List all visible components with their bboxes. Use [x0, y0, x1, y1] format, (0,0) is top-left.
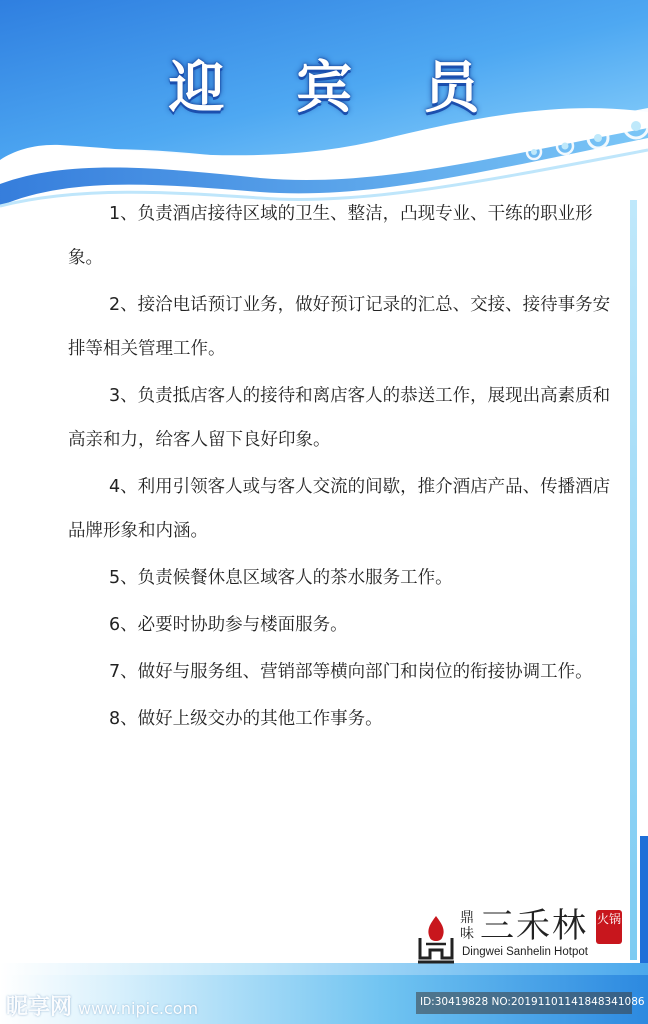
duty-item: 2、接洽电话预订业务，做好预订记录的汇总、交接、接待事务安排等相关管理工作。 — [68, 295, 611, 359]
flame-cauldron-icon — [416, 914, 456, 964]
duty-item: 3、负责抵店客人的接待和离店客人的恭送工作，展现出高素质和高亲和力，给客人留下良好印象。 — [68, 386, 611, 450]
header-banner — [0, 0, 648, 215]
page-title: 迎 宾 员 — [168, 55, 506, 121]
duty-item: 5、负责候餐休息区域客人的茶水服务工作。 — [109, 568, 453, 588]
logo-seal: 火锅 — [596, 910, 622, 944]
logo-brand-name: 三禾林 — [480, 906, 588, 946]
duty-item: 7、做好与服务组、营销部等横向部门和岗位的衔接协调工作。 — [109, 662, 593, 682]
watermark-url: www.nipic.com — [78, 999, 199, 1018]
site-watermark — [6, 990, 198, 1021]
duties-list — [68, 192, 613, 744]
right-decor-bar — [630, 200, 637, 960]
logo-english-name: Dingwei Sanhelin Hotpot — [462, 946, 588, 958]
duty-item: 4、利用引领客人或与客人交流的间歇，推介酒店产品、传播酒店品牌形象和内涵。 — [68, 477, 611, 541]
duty-item: 1、负责酒店接待区域的卫生、整洁，凸现专业、干练的职业形象。 — [68, 204, 593, 268]
brand-logo — [416, 908, 628, 964]
watermark-brand: 昵享网 — [6, 995, 73, 1020]
footer-stripe — [0, 963, 648, 975]
logo-brand-prefix: 鼎味 — [460, 910, 474, 942]
image-id-text: ID:30419828 NO:20191101141848341086 — [420, 996, 645, 1008]
duty-item: 8、做好上级交办的其他工作事务。 — [109, 709, 383, 729]
right-decor-block — [640, 836, 648, 966]
duty-item: 6、必要时协助参与楼面服务。 — [109, 615, 348, 635]
